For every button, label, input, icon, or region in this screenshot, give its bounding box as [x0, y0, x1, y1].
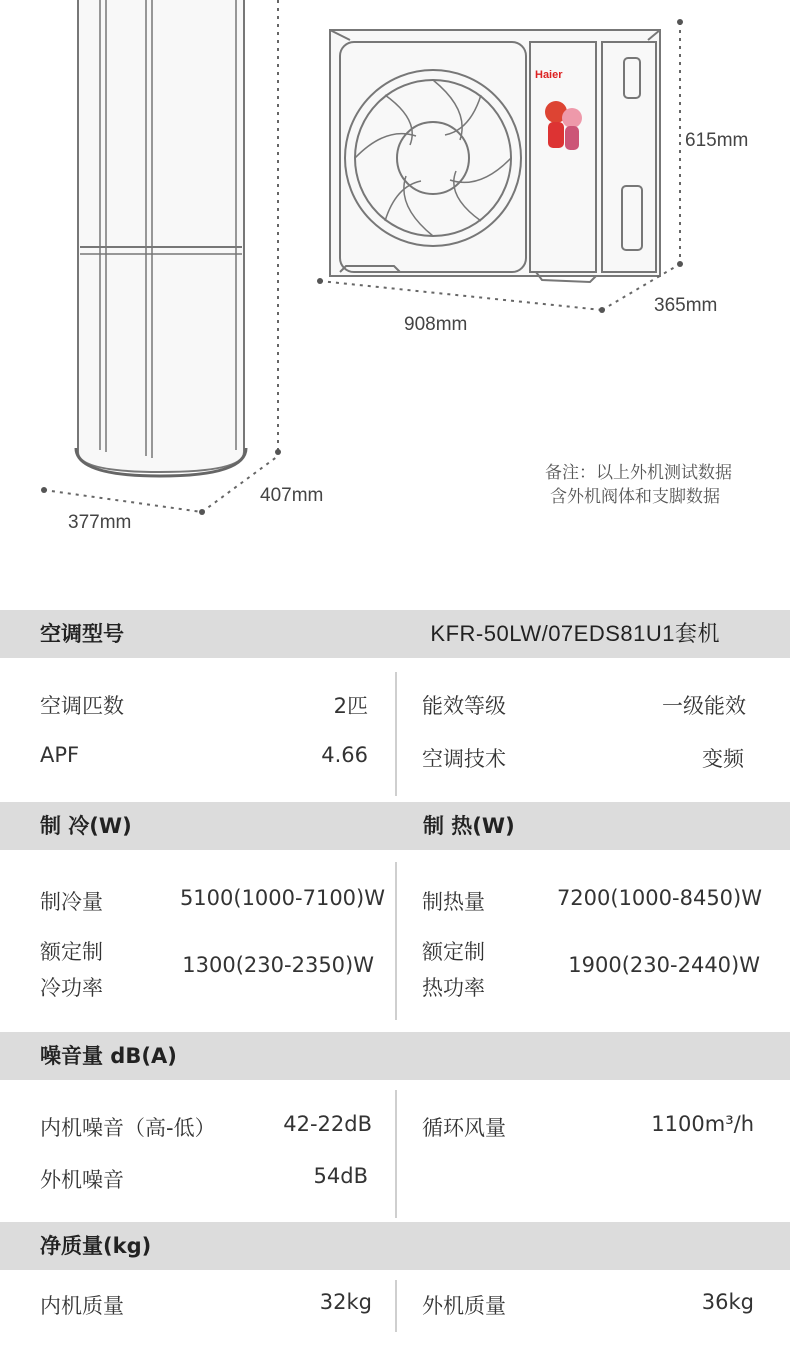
- cooling-heating-header: [0, 802, 790, 850]
- airflow-value: 1100m³/h: [651, 1112, 754, 1136]
- heating-capacity-label: 制热量: [422, 890, 485, 914]
- heating-power-label-line2: 热功率: [422, 976, 485, 1000]
- weight-header: [0, 1222, 790, 1270]
- weight-title: 净质量(kg): [40, 1234, 152, 1258]
- indoor-unit-illustration: [76, 0, 246, 476]
- column-divider: [395, 672, 397, 796]
- technology-label: 空调技术: [422, 747, 506, 771]
- indoor-noise-label: 内机噪音（高-低）: [40, 1116, 216, 1140]
- efficiency-label: 能效等级: [422, 694, 506, 718]
- outdoor-noise-label: 外机噪音: [40, 1168, 124, 1192]
- outdoor-unit-illustration: [330, 30, 660, 282]
- outdoor-weight-label: 外机质量: [422, 1294, 506, 1318]
- note-line-2: 含外机阀体和支脚数据: [550, 487, 720, 507]
- outdoor-weight-value: 36kg: [701, 1290, 754, 1314]
- cooling-power-value: 1300(230-2350)W: [182, 953, 374, 977]
- cooling-power-label-line1: 额定制: [40, 940, 103, 964]
- efficiency-value: 一级能效: [662, 694, 746, 718]
- hp-label: 空调匹数: [40, 694, 124, 718]
- airflow-label: 循环风量: [422, 1116, 506, 1140]
- outdoor-noise-value: 54dB: [313, 1164, 368, 1188]
- hp-value: 2匹: [333, 694, 368, 718]
- heating-title: 制 热(W): [423, 814, 515, 838]
- cooling-title: 制 冷(W): [40, 814, 132, 838]
- indoor-depth-label: 407mm: [260, 485, 324, 506]
- apf-value: 4.66: [321, 743, 368, 767]
- cooling-power-label-line2: 冷功率: [40, 976, 103, 1000]
- column-divider: [395, 1090, 397, 1218]
- cooling-capacity-value: 5100(1000-7100)W: [179, 886, 385, 910]
- heating-power-value: 1900(230-2440)W: [568, 953, 760, 977]
- model-header: [0, 610, 790, 658]
- outdoor-height-label: 615mm: [685, 130, 749, 151]
- heating-capacity-value: 7200(1000-8450)W: [556, 886, 762, 910]
- noise-title: 噪音量 dB(A): [40, 1044, 177, 1068]
- model-value: KFR-50LW/07EDS81U1套机: [430, 621, 720, 646]
- cooling-capacity-label: 制冷量: [40, 890, 103, 914]
- noise-header: [0, 1032, 790, 1080]
- column-divider: [395, 1280, 397, 1332]
- indoor-noise-value: 42-22dB: [283, 1112, 372, 1136]
- indoor-weight-value: 32kg: [319, 1290, 372, 1314]
- outdoor-depth-label: 365mm: [654, 295, 718, 316]
- heating-power-label-line1: 额定制: [422, 940, 485, 964]
- apf-label: APF: [40, 743, 80, 767]
- test-data-note: [432, 461, 732, 509]
- note-line-1: 备注：以上外机测试数据: [545, 463, 732, 483]
- model-label: 空调型号: [40, 622, 124, 646]
- outdoor-width-label: 908mm: [404, 314, 468, 335]
- indoor-width-label: 377mm: [68, 512, 132, 533]
- indoor-weight-label: 内机质量: [40, 1294, 124, 1318]
- technology-value: 变频: [702, 747, 744, 771]
- haier-logo: Haier: [535, 69, 563, 81]
- column-divider: [395, 862, 397, 1020]
